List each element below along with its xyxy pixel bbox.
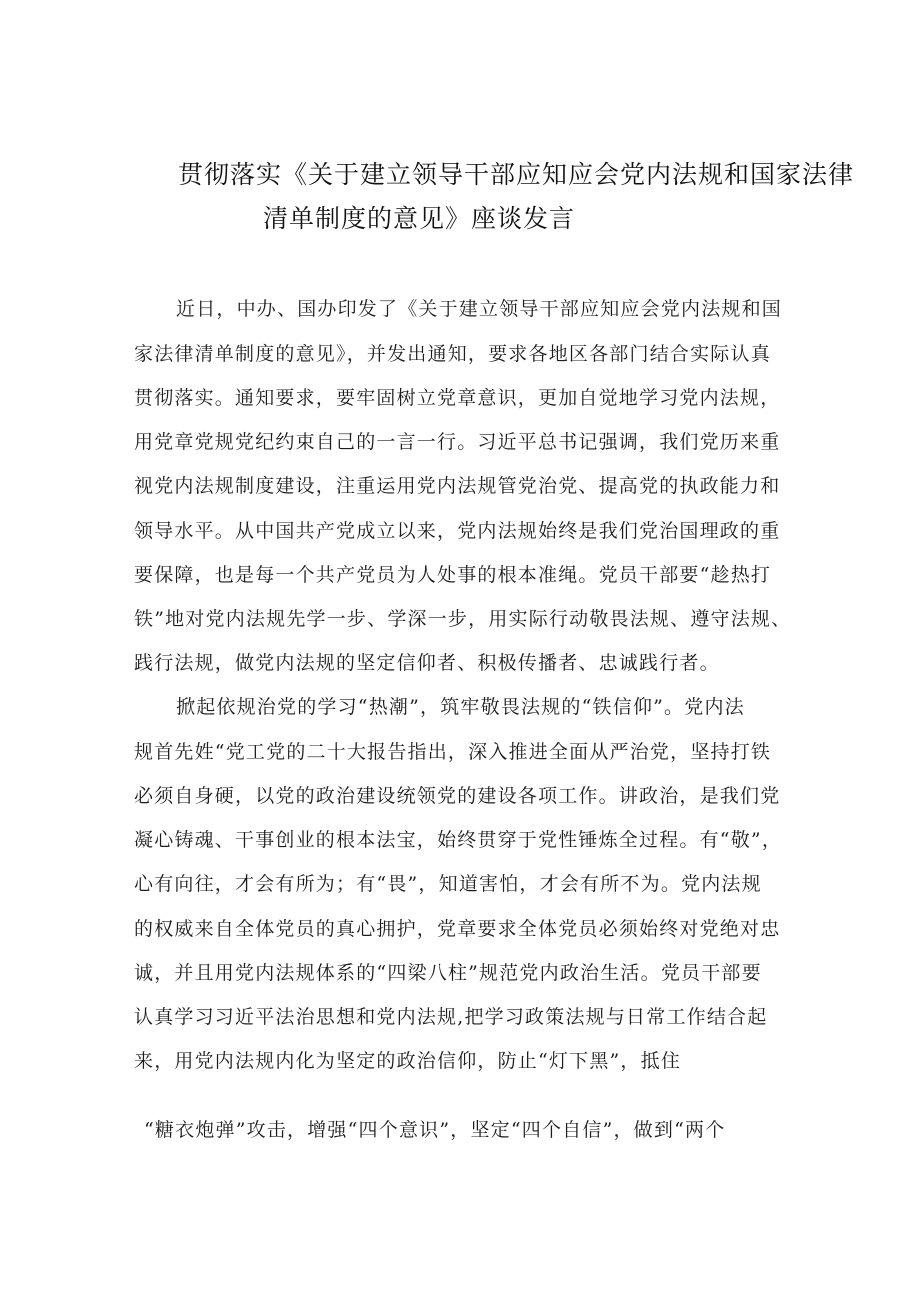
text-line: 用党章党规党纪约束自己的一言一行。习近平总书记强调，我们党历来重 xyxy=(134,431,781,453)
document-title-line-1: 贯彻落实《关于建立领导干部应知应会党内法规和国家法律 xyxy=(178,160,855,189)
text-line: 贯彻落实。通知要求，要牢固树立党章意识，更加自觉地学习党内法规， xyxy=(134,387,781,409)
text-line: 凝心铸魂、干事创业的根本法宝，始终贯穿于党性锤炼全过程。有“敬”， xyxy=(134,829,783,851)
text-line: 必须自身硬，以党的政治建设统领党的建设各项工作。讲政治，是我们党 xyxy=(134,785,781,807)
text-line: 来，用党内法规内化为坚定的政治信仰，防止“灯下黑”，抵住 xyxy=(134,1050,682,1072)
text-line: 认真学习习近平法治思想和党内法规,把学习政策法规与日常工作结合起 xyxy=(134,1006,768,1028)
document-title-line-2: 清单制度的意见》座谈发言 xyxy=(263,204,576,233)
text-line: 家法律清单制度的意见》，并发出通知，要求各地区各部门结合实际认真 xyxy=(134,343,771,365)
text-line: 践行法规，做党内法规的坚定信仰者、积极传播者、忠诚践行者。 xyxy=(134,652,720,674)
text-line: 规首先姓“党工党的二十大报告指出，深入推进全面从严治党，坚持打铁 xyxy=(134,741,772,763)
text-line: 近日，中办、国办印发了《关于建立领导干部应知应会党内法规和国 xyxy=(176,298,783,320)
text-line: 视党内法规制度建设，注重运用党内法规管党治党、提高党的执政能力和 xyxy=(134,475,781,497)
text-line: 领导水平。从中国共产党成立以来，党内法规始终是我们党治国理政的重 xyxy=(134,520,781,542)
text-line: 的权威来自全体党员的真心拥护，党章要求全体党员必须始终对党绝对忠 xyxy=(134,918,781,940)
text-line: 诚，并且用党内法规体系的“四梁八柱”规范党内政治生活。党员干部要 xyxy=(134,962,762,984)
text-line: “糖衣炮弹”攻击，增强“四个意识”，坚定“四个自信”，做到“两个 xyxy=(144,1119,726,1141)
text-line: 要保障，也是每一个共产党员为人处事的根本准绳。党员干部要“趁热打 xyxy=(134,564,772,586)
text-line: 心有向往，才会有所为；有“畏”，知道害怕，才会有所不为。党内法规 xyxy=(134,873,762,895)
text-line: 铁”地对党内法规先学一步、学深一步，用实际行动敬畏法规、遵守法规、 xyxy=(134,608,792,630)
text-line: 掀起依规治党的学习“热潮”，筑牢敬畏法规的“铁信仰”。党内法 xyxy=(176,696,745,718)
